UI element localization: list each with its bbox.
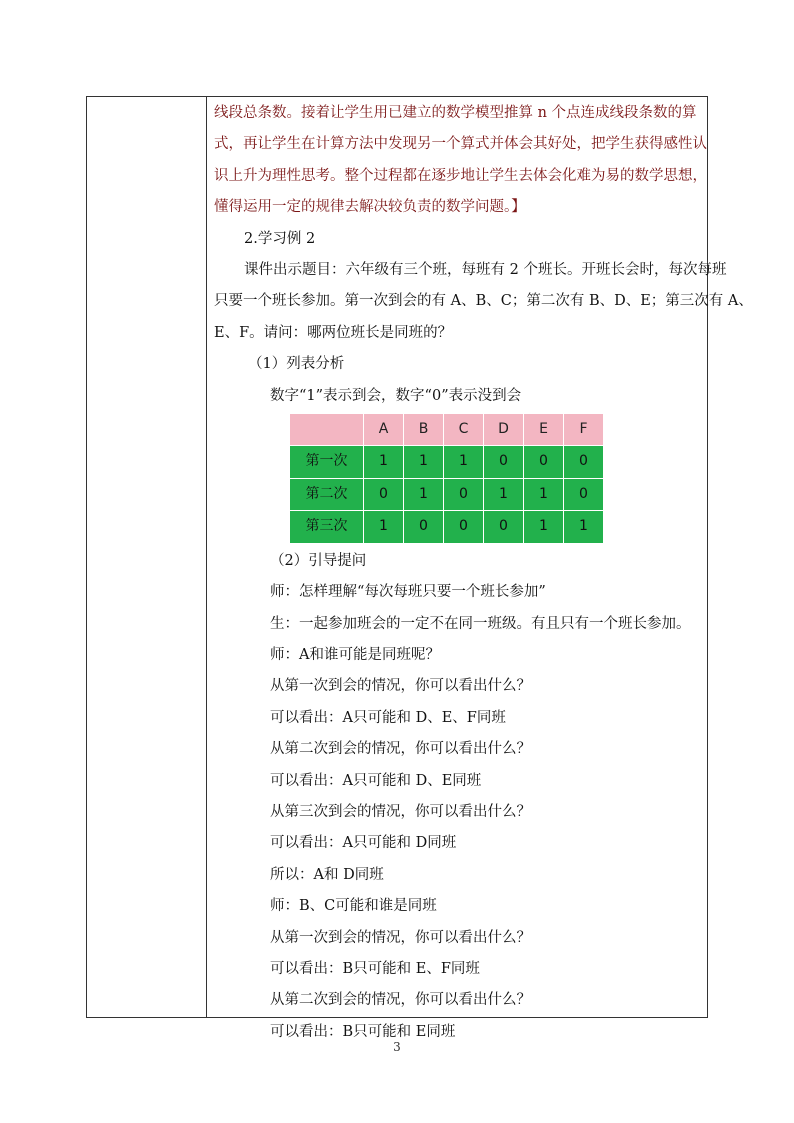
table-row bbox=[290, 478, 604, 510]
intro-line: 懂得运用一定的规律去解决较负责的数学问题。】 bbox=[214, 199, 526, 216]
table-cell: 1 bbox=[524, 478, 564, 510]
dialogue-line: 从第一次到会的情况，你可以看出什么？ bbox=[270, 929, 531, 946]
table-cell: 0 bbox=[564, 478, 604, 510]
column-divider bbox=[206, 96, 207, 1018]
table-row bbox=[290, 511, 604, 543]
column-header: F bbox=[564, 414, 604, 446]
dialogue-line: 可以看出：A只可能和 D、E、F同班 bbox=[270, 709, 506, 726]
dialogue-line: 可以看出：B只可能和 E、F同班 bbox=[270, 960, 480, 977]
legend-note: 数字“1”表示到会，数字“0”表示没到会 bbox=[270, 387, 522, 404]
column-header: E bbox=[524, 414, 564, 446]
column-header: A bbox=[364, 414, 404, 446]
dialogue-block bbox=[214, 577, 700, 1048]
intro-line: 式，再让学生在计算方法中发现另一个算式并体会其好处，把学生获得感性认 bbox=[214, 136, 707, 153]
table-cell: 1 bbox=[444, 446, 484, 478]
row-label: 第三次 bbox=[290, 511, 364, 543]
table-row bbox=[290, 446, 604, 478]
attendance-table bbox=[290, 414, 604, 544]
table-cell: 0 bbox=[404, 511, 444, 543]
dialogue-line: 从第一次到会的情况，你可以看出什么？ bbox=[270, 678, 531, 695]
sub-title-list-analysis: （1）列表分析 bbox=[248, 356, 345, 373]
table-header-row bbox=[290, 414, 604, 446]
intro-line: 线段总条数。接着让学生用已建立的数学模型推算 n 个点连成线段条数的算 bbox=[214, 105, 697, 121]
column-header: C bbox=[444, 414, 484, 446]
dialogue-line: 从第二次到会的情况，你可以看出什么？ bbox=[270, 741, 531, 758]
lesson-content bbox=[214, 98, 753, 1048]
dialogue-line: 师：怎样理解“每次每班只要一个班长参加” bbox=[270, 584, 546, 601]
table-cell: 0 bbox=[484, 511, 524, 543]
page-number: 3 bbox=[393, 1040, 401, 1054]
dialogue-line: 可以看出：A只可能和 D、E同班 bbox=[270, 772, 482, 789]
table-cell: 0 bbox=[524, 446, 564, 478]
table-corner-cell bbox=[290, 414, 364, 446]
intro-paragraph bbox=[214, 98, 707, 224]
table-cell: 1 bbox=[364, 446, 404, 478]
table-cell: 0 bbox=[444, 511, 484, 543]
table-cell: 0 bbox=[564, 446, 604, 478]
row-label: 第二次 bbox=[290, 478, 364, 510]
problem-line: 只要一个班长参加。第一次到会的有 A、B、C；第二次有 B、D、E；第三次有 A、 bbox=[214, 293, 753, 310]
table-cell: 1 bbox=[404, 478, 444, 510]
problem-line: 课件出示题目：六年级有三个班，每班有 2 个班长。开班长会时，每次每班 bbox=[244, 262, 727, 279]
dialogue-line: 师：A和谁可能是同班呢？ bbox=[270, 646, 440, 663]
dialogue-line: 从第二次到会的情况，你可以看出什么？ bbox=[270, 992, 531, 1009]
dialogue-line: 师：B、C可能和谁是同班 bbox=[270, 898, 437, 915]
sub-title-guided-questions: （2）引导提问 bbox=[270, 552, 367, 569]
table-cell: 0 bbox=[364, 478, 404, 510]
attendance-table-wrap bbox=[290, 414, 700, 544]
row-label: 第一次 bbox=[290, 446, 364, 478]
problem-line: E、F。请问：哪两位班长是同班的？ bbox=[214, 324, 453, 341]
table-cell: 0 bbox=[444, 478, 484, 510]
dialogue-line: 从第三次到会的情况，你可以看出什么？ bbox=[270, 803, 531, 820]
intro-line: 识上升为理性思考。整个过程都在逐步地让学生去体会化难为易的数学思想， bbox=[214, 167, 707, 184]
table-cell: 0 bbox=[484, 446, 524, 478]
table-cell: 1 bbox=[364, 511, 404, 543]
dialogue-line: 可以看出：B只可能和 E同班 bbox=[270, 1023, 456, 1040]
dialogue-line: 可以看出：A只可能和 D同班 bbox=[270, 835, 457, 852]
dialogue-line: 生：一起参加班会的一定不在同一班级。有且只有一个班长参加。 bbox=[270, 615, 691, 632]
problem-paragraph bbox=[214, 255, 753, 349]
column-header: D bbox=[484, 414, 524, 446]
column-header: B bbox=[404, 414, 444, 446]
table-cell: 1 bbox=[564, 511, 604, 543]
table-cell: 1 bbox=[404, 446, 444, 478]
table-cell: 1 bbox=[484, 478, 524, 510]
section-title: 2.学习例 2 bbox=[244, 230, 316, 247]
dialogue-line: 所以：A和 D同班 bbox=[270, 866, 384, 883]
table-cell: 1 bbox=[524, 511, 564, 543]
